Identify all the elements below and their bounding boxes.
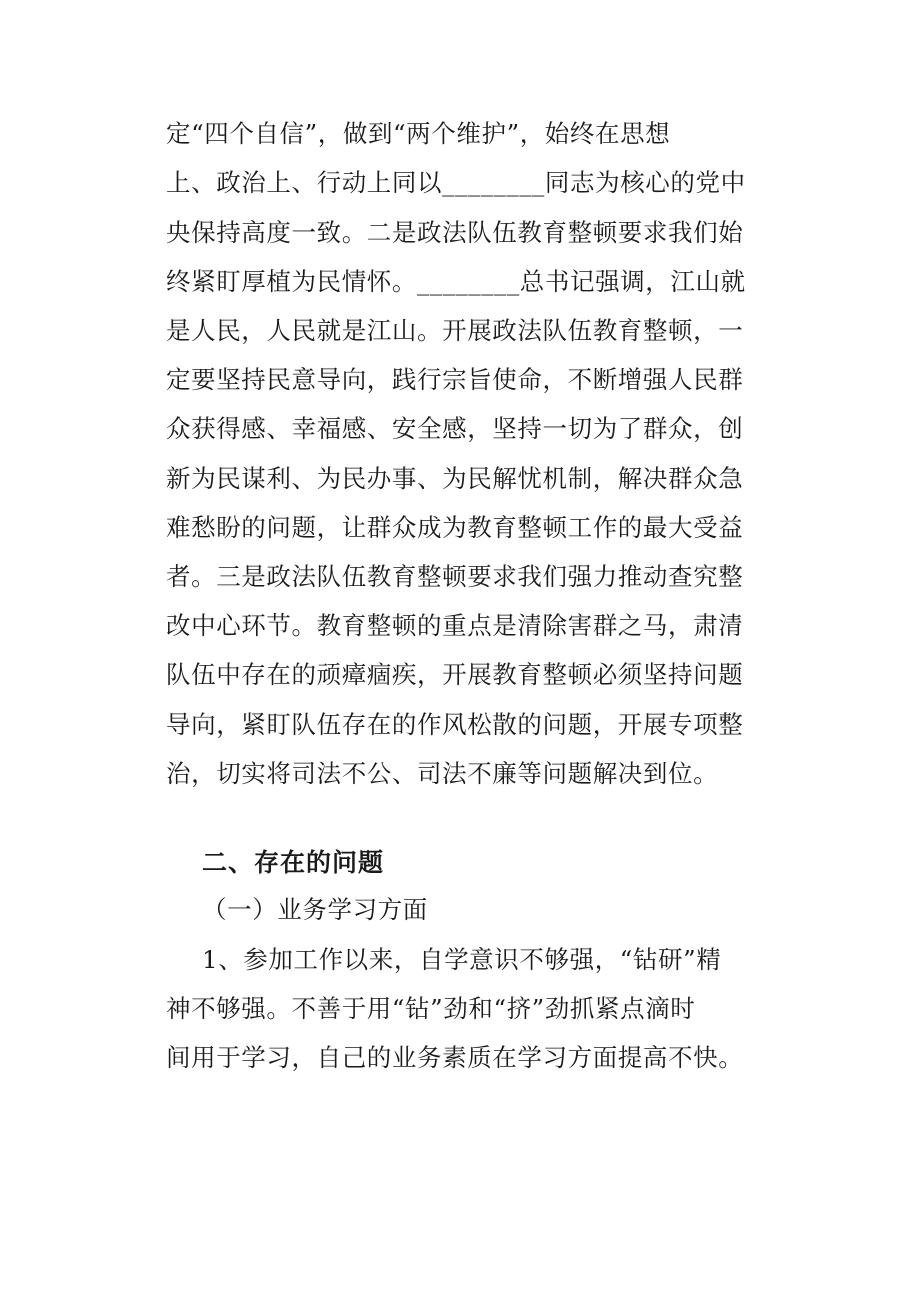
paragraph-line: 改中心环节。教育整顿的重点是清除害群之马，肃清	[166, 611, 744, 640]
item-line: 间用于学习，自己的业务素质在学习方面提高不快。	[166, 1043, 744, 1072]
item-line: 神不够强。不善于用“钻”劲和“挤”劲抓紧点滴时	[166, 994, 696, 1023]
paragraph-line: 定要坚持民意导向，践行宗旨使命，不断增强人民群	[166, 365, 744, 394]
subsection-heading: （一）业务学习方面	[202, 895, 428, 924]
paragraph-line: 队伍中存在的顽瘴痼疾，开展教育整顿必须坚持问题	[166, 660, 744, 689]
paragraph-line: 央保持高度一致。二是政法队伍教育整顿要求我们始	[166, 218, 744, 247]
paragraph-line: 定“四个自信”，做到“两个维护”，始终在思想	[166, 119, 671, 148]
paragraph-line: 导向，紧盯队伍存在的作风松散的问题，开展专项整	[166, 710, 744, 739]
paragraph-line: 者。三是政法队伍教育整顿要求我们强力推动查究整	[166, 562, 744, 591]
item-line: 1、参加工作以来，自学意识不够强，“钻研”精	[202, 945, 722, 974]
paragraph-line: 治，切实将司法不公、司法不廉等问题解决到位。	[166, 759, 719, 788]
section-heading: 二、存在的问题	[202, 848, 385, 877]
paragraph-line: 终紧盯厚植为民情怀。________总书记强调，江山就	[166, 267, 746, 296]
paragraph-line: 上、政治上、行动上同以________同志为核心的党中	[166, 168, 746, 197]
paragraph-line: 新为民谋利、为民办事、为民解忧机制，解决群众急	[166, 464, 744, 493]
paragraph-line: 难愁盼的问题，让群众成为教育整顿工作的最大受益	[166, 513, 744, 542]
paragraph-line: 是人民，人民就是江山。开展政法队伍教育整顿，一	[166, 316, 744, 345]
paragraph-line: 众获得感、幸福感、安全感，坚持一切为了群众，创	[166, 414, 744, 443]
